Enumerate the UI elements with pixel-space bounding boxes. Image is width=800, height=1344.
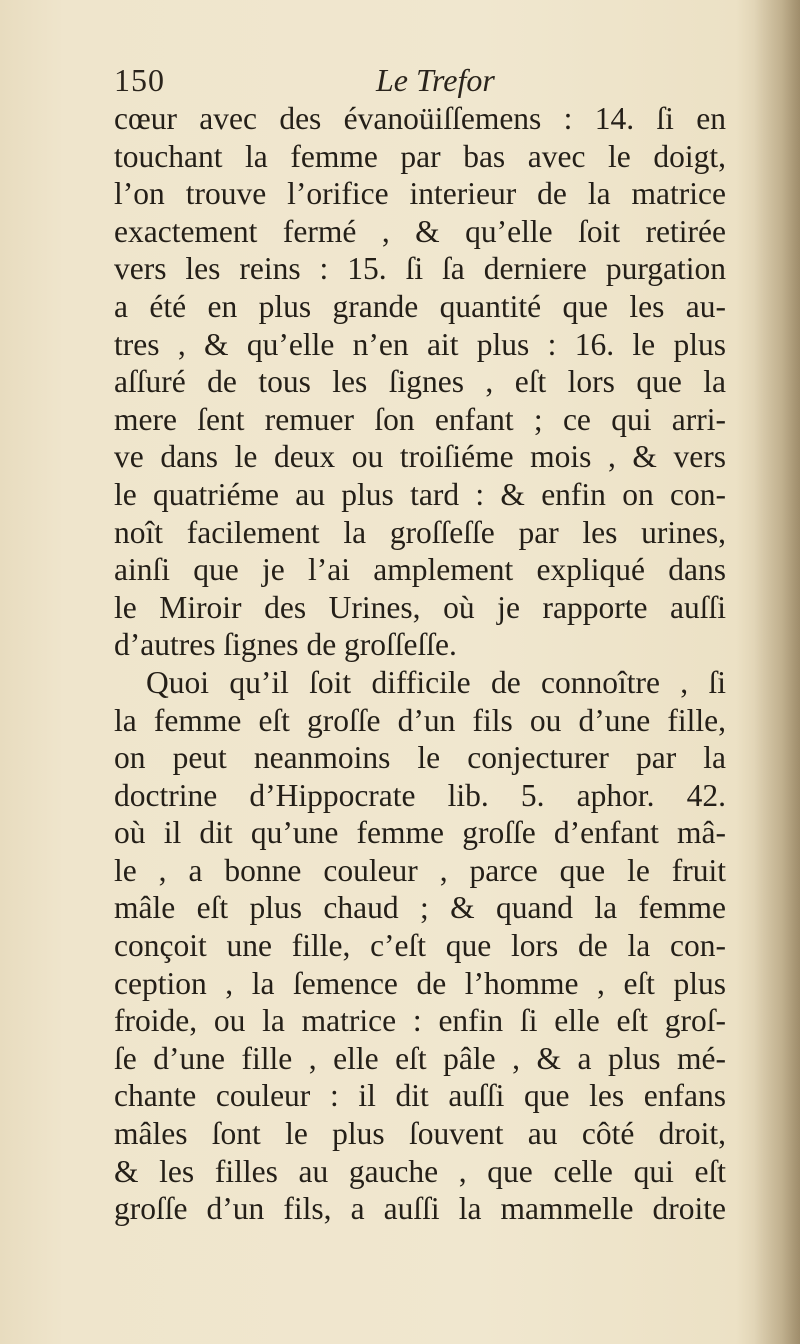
text-line: d’autres ſignes de groſſeſſe. — [114, 627, 457, 663]
page-spine-shadow — [754, 0, 800, 1344]
running-title: Le Trefor — [376, 62, 495, 98]
text-line: froide, ou la matrice : enfin ſi elle eſt groſ- — [114, 1003, 726, 1039]
text-line: mere ſent remuer ſon enfant ; ce qui arri- — [114, 401, 726, 437]
body-text — [114, 100, 726, 1228]
text-line: l’on trouve l’orifice interieur de la matrice — [114, 176, 726, 212]
text-line: vers les reins : 15. ſi ſa derniere purgation — [114, 251, 726, 287]
text-line: chante couleur : il dit auſſi que les enfans — [114, 1078, 726, 1114]
text-line: groſſe d’un fils, a auſſi la mammelle droite — [114, 1191, 726, 1227]
text-line: ve dans le deux ou troiſiéme mois , & vers — [114, 439, 726, 475]
text-line: doctrine d’Hippocrate lib. 5. aphor. 42. — [114, 777, 726, 813]
text-line: le , a bonne couleur , parce que le fruit — [114, 852, 726, 888]
text-line: & les filles au gauche , que celle qui eſt — [114, 1153, 726, 1189]
text-line: tres , & qu’elle n’en ait plus : 16. le plus — [114, 326, 726, 362]
text-line: la femme eſt groſſe d’un fils ou d’une fille, — [114, 702, 726, 738]
text-line: Quoi qu’il ſoit difficile de connoître , ſi — [146, 664, 726, 700]
text-line: le quatriéme au plus tard : & enfin on con- — [114, 476, 726, 512]
text-line: cœur avec des évanoüiſſemens : 14. ſi en — [114, 101, 726, 136]
page-header — [114, 62, 724, 102]
text-line: mâles ſont le plus ſouvent au côté droit, — [114, 1116, 726, 1152]
text-line: ception , la ſemence de l’homme , eſt plus — [114, 965, 726, 1001]
text-line: mâle eſt plus chaud ; & quand la femme — [114, 890, 726, 926]
text-line: touchant la femme par bas avec le doigt, — [114, 138, 726, 174]
text-line: où il dit qu’une femme groſſe d’enfant mâ- — [114, 815, 726, 851]
page-number: 150 — [114, 62, 165, 98]
text-line: ainſi que je l’ai amplement expliqué dans — [114, 552, 726, 588]
text-line: conçoit une fille, c’eſt que lors de la con- — [114, 928, 726, 964]
text-line: ſe d’une fille , elle eſt pâle , & a plus mé- — [114, 1040, 726, 1076]
text-line: noît facilement la groſſeſſe par les urines, — [114, 514, 726, 550]
text-line: a été en plus grande quantité que les au- — [114, 288, 726, 324]
text-line: on peut neanmoins le conjecturer par la — [114, 740, 726, 776]
text-line: le Miroir des Urines, où je rapporte auſſi — [114, 589, 726, 625]
text-line: aſſuré de tous les ſignes , eſt lors que la — [114, 364, 726, 400]
text-line: exactement fermé , & qu’elle ſoit retirée — [114, 213, 726, 249]
